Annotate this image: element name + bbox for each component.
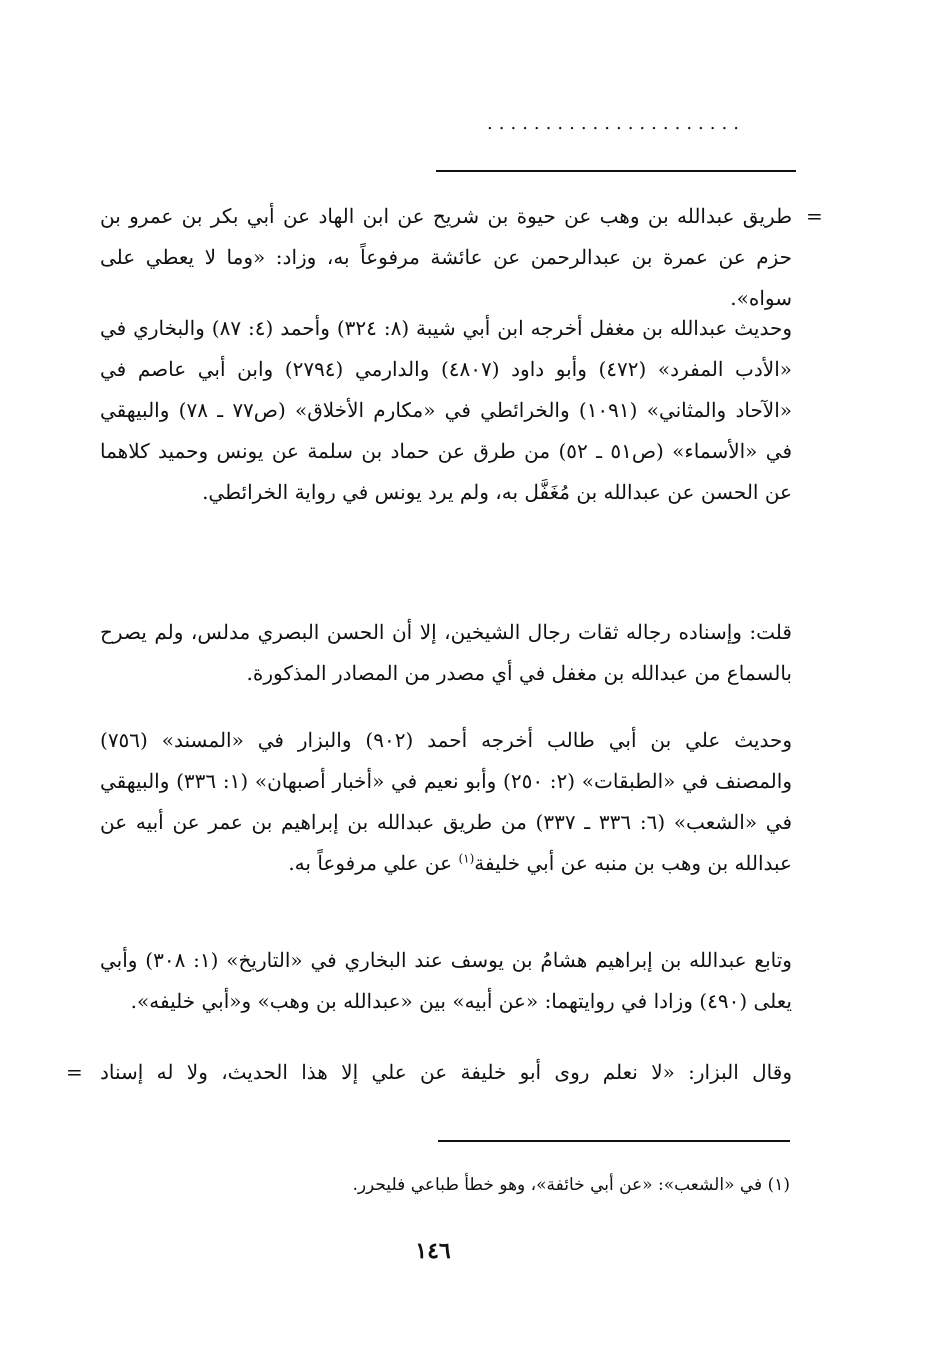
- paragraph-3: قلت: وإسناده رجاله ثقات رجال الشيخين، إلا أن الحسن البصري مدلس، ولم يصرح بالسماع من عبدالله بن مغفل في أي مصدر من المصادر المذكورة.: [100, 620, 792, 685]
- continuation-mark-start: =: [806, 204, 823, 228]
- header-ornament-dots: ......................: [487, 113, 745, 134]
- paragraph-5: وتابع عبدالله بن إبراهيم هشامُ بن يوسف عند البخاري في «التاريخ» (١: ٣٠٨) وأبي يعلى (٤٩٠) وزادا في روايتهما: «عن أبيه» بين «عبدالله بن وهب» و«أبي خليفه».: [100, 948, 792, 1013]
- page-number: ١٤٦: [415, 1238, 451, 1264]
- paragraph-4-main: وحديث علي بن أبي طالب أخرجه أحمد (٩٠٢) والبزار في «المسند» (٧٥٦) والمصنف في «الطبقات» (٢: ٢٥٠) وأبو نعيم في «أخبار أصبهان» (١: ٣٣٦) والبيهقي في «الشعب» (٦: ٣٣٦ ـ ٣٣٧) من طريق عبدالله بن إبراهيم بن عمر عن أبيه عن عبدالله بن وهب بن منبه عن أبي خليفة: [100, 728, 793, 875]
- paragraph-2: وحديث عبدالله بن مغفل أخرجه ابن أبي شيبة (٨: ٣٢٤) وأحمد (٤: ٨٧) والبخاري في «الأدب المفرد» (٤٧٢) وأبو داود (٤٨٠٧) والدارمي (٢٧٩٤) وابن أبي عاصم في «الآحاد والمثاني» (١٠٩١) والخرائطي في «مكارم الأخلاق» (ص٧٧ ـ ٧٨) والبيهقي في «الأسماء» (ص٥١ ـ ٥٢) من طرق عن حماد بن سلمة عن يونس وحميد كلاهما عن الحسن عن عبدالله بن مُغَفَّل به، ولم يرد يونس في رواية الخرائطي.: [100, 316, 793, 504]
- paragraph-1: طريق عبدالله بن وهب عن حيوة بن شريح عن ابن الهاد عن أبي بكر بن عمرو بن حزم عن عمرة بن عبدالرحمن عن عائشة مرفوعاً به، وزاد: «وما لا يعطي على سواه».: [100, 204, 792, 310]
- header-rule: [436, 170, 796, 172]
- paragraph-4: [100, 720, 792, 884]
- paragraph-4-tail: عن علي مرفوعاً به.: [288, 851, 453, 875]
- paragraph-6: وقال البزار: «لا نعلم روى أبو خليفة عن علي إلا هذا الحديث، ولا له إسناد: [100, 1060, 792, 1084]
- continuation-mark-end: =: [66, 1060, 83, 1084]
- footnote-rule: [438, 1140, 790, 1142]
- footnote-reference: (١): [458, 851, 475, 866]
- footnote-1: (١) في «الشعب»: «عن أبي خائفة»، وهو خطأ طباعي فليحرر.: [352, 1175, 790, 1195]
